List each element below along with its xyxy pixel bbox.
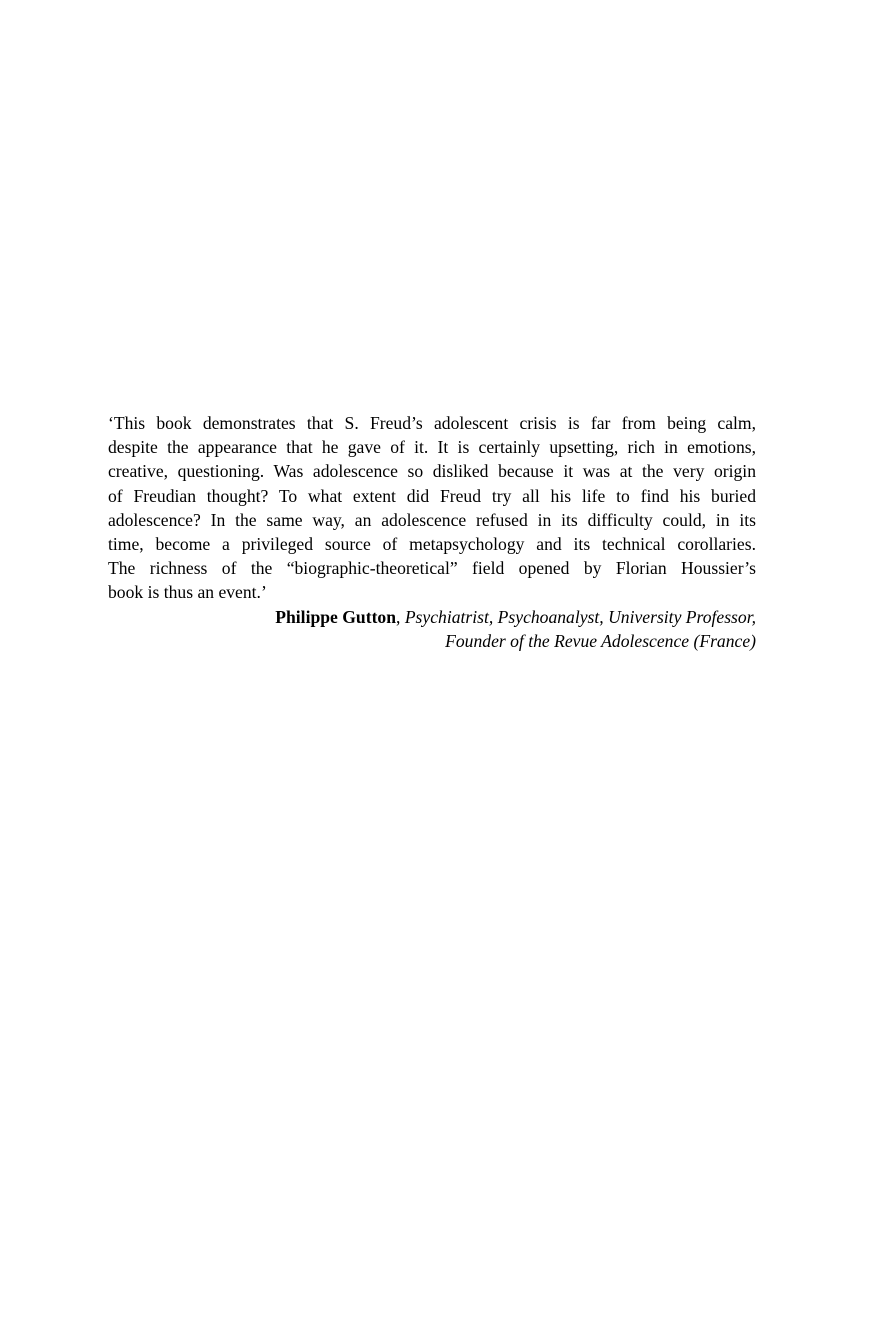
quote-line: of Freudian thought? To what extent did Freud try all his life to find his buried <box>108 485 756 506</box>
quote-line: creative, questioning. Was adolescence so disliked because it was at the very origin <box>108 461 756 482</box>
endorsement-attribution <box>108 605 756 653</box>
author-name: Philippe Gutton <box>275 606 397 627</box>
author-affiliation: Founder of the Revue Adolescence (France) <box>445 630 756 651</box>
quote-line: ‘This book demonstrates that S. Freud’s adolescent crisis is far from being calm, <box>108 413 756 433</box>
endorsement-block <box>108 411 756 653</box>
quote-line: The richness of the “biographic-theoretical” field opened by Florian Houssier’s <box>108 558 756 579</box>
author-role: Psychiatrist, Psychoanalyst, University Professor, <box>404 606 756 627</box>
quote-line: book is thus an event.’ <box>108 582 267 603</box>
attribution-separator: , <box>396 606 405 627</box>
endorsement-quote <box>108 411 756 605</box>
quote-line: time, become a privileged source of metapsychology and its technical corollaries. <box>108 534 756 555</box>
quote-line: despite the appearance that he gave of it. It is certainly upsetting, rich in emotions, <box>108 437 756 458</box>
quote-line: adolescence? In the same way, an adolescence refused in its difficulty could, in its <box>108 509 756 530</box>
